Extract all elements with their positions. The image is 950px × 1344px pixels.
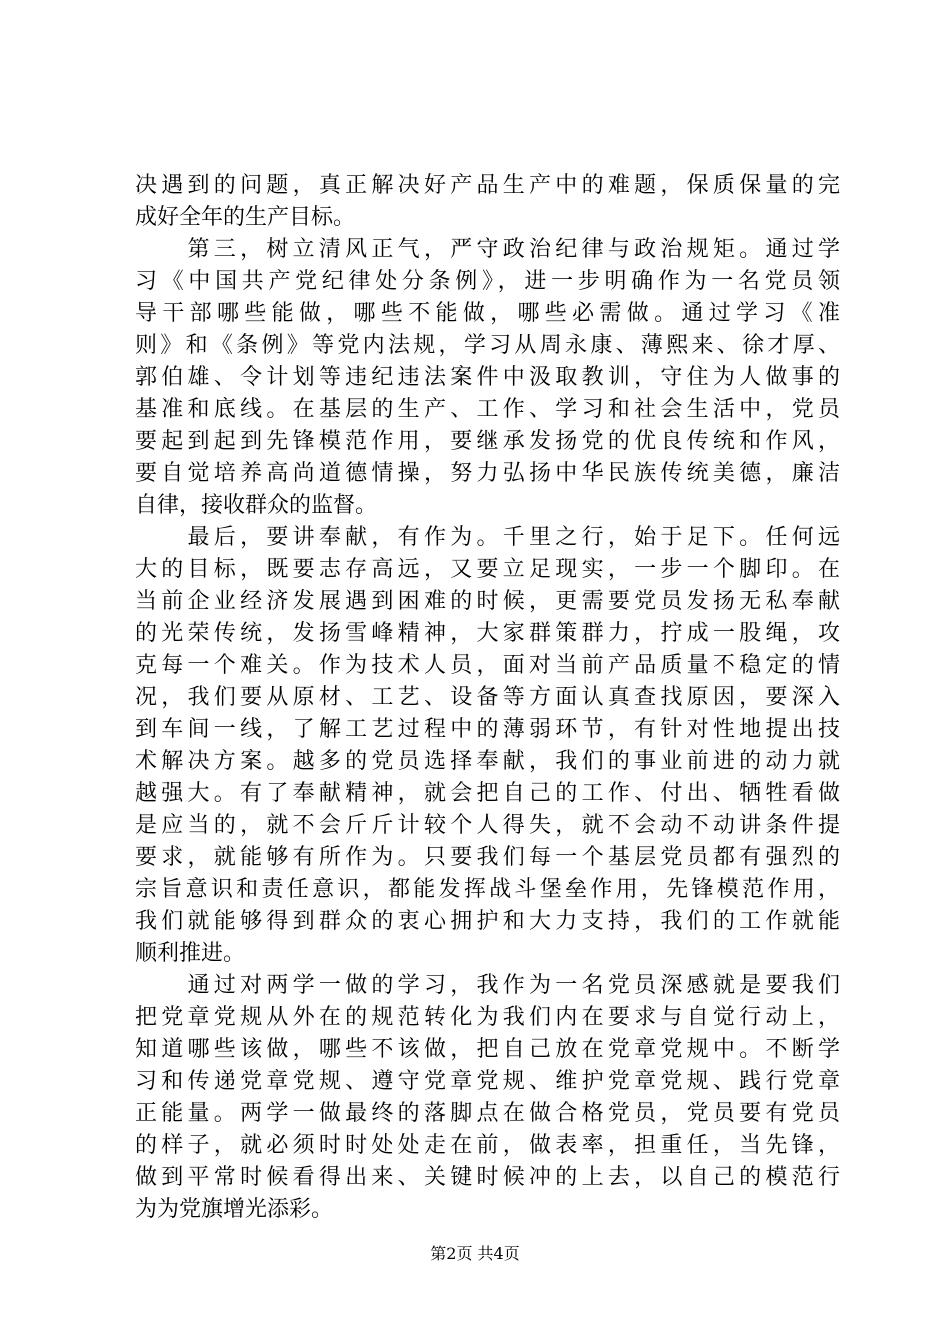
- body-text-line: 自律，接收群众的监督。: [135, 493, 378, 518]
- body-text-line: 到车间一线，了解工艺过程中的薄弱环节，有针对性地提出技: [135, 717, 840, 742]
- body-text-line: 通过对两学一做的学习，我作为一名党员深感就是要我们: [135, 973, 840, 998]
- body-text-line: 越强大。有了奉献精神，就会把自己的工作、付出、牺牲看做: [135, 781, 840, 806]
- body-text-line: 最后，要讲奉献，有作为。千里之行，始于足下。任何远: [135, 525, 840, 550]
- body-text-line: 是应当的，就不会斤斤计较个人得失，就不会动不动讲条件提: [135, 813, 840, 838]
- body-text-line: 决遇到的问题，真正解决好产品生产中的难题，保质保量的完: [135, 173, 840, 198]
- body-text-line: 知道哪些该做，哪些不该做，把自己放在党章党规中。不断学: [135, 1037, 840, 1062]
- body-text-line: 克每一个难关。作为技术人员，面对当前产品质量不稳定的情: [135, 653, 840, 678]
- body-text-line: 宗旨意识和责任意识，都能发挥战斗堡垒作用，先锋模范作用，: [135, 877, 840, 902]
- body-text-line: 郭伯雄、令计划等违纪违法案件中汲取教训，守住为人做事的: [135, 365, 840, 390]
- body-text-line: 成好全年的生产目标。: [135, 205, 356, 230]
- body-text-line: 我们就能够得到群众的衷心拥护和大力支持，我们的工作就能: [135, 909, 840, 934]
- body-text-line: 做到平常时候看得出来、关键时候冲的上去，以自己的模范行: [135, 1165, 840, 1190]
- body-text-line: 为为党旗增光添彩。: [135, 1197, 334, 1222]
- body-text-line: 当前企业经济发展遇到困难的时候，更需要党员发扬无私奉献: [135, 589, 840, 614]
- body-text-line: 要起到起到先锋模范作用，要继承发扬党的优良传统和作风，: [135, 429, 840, 454]
- body-text-line: 基准和底线。在基层的生产、工作、学习和社会生活中，党员: [135, 397, 840, 422]
- body-text-line: 习《中国共产党纪律处分条例》，进一步明确作为一名党员领: [135, 269, 840, 294]
- body-text-line: 术解决方案。越多的党员选择奉献，我们的事业前进的动力就: [135, 749, 840, 774]
- body-text-line: 正能量。两学一做最终的落脚点在做合格党员，党员要有党员: [135, 1101, 840, 1126]
- body-text-line: 导干部哪些能做，哪些不能做，哪些必需做。通过学习《准: [135, 301, 840, 326]
- body-text-line: 况，我们要从原材、工艺、设备等方面认真查找原因，要深入: [135, 685, 840, 710]
- body-text-line: 要求，就能够有所作为。只要我们每一个基层党员都有强烈的: [135, 845, 840, 870]
- body-text-line: 大的目标，既要志存高远，又要立足现实，一步一个脚印。在: [135, 557, 840, 582]
- body-text-line: 习和传递党章党规、遵守党章党规、维护党章党规、践行党章: [135, 1069, 840, 1094]
- page-footer: 第2页 共4页: [430, 1244, 520, 1263]
- body-text-line: 要自觉培养高尚道德情操，努力弘扬中华民族传统美德，廉洁: [135, 461, 840, 486]
- body-text-line: 第三，树立清风正气，严守政治纪律与政治规矩。通过学: [135, 237, 840, 262]
- body-text-line: 把党章党规从外在的规范转化为我们内在要求与自觉行动上，: [135, 1005, 840, 1030]
- body-text-line: 则》和《条例》等党内法规，学习从周永康、薄熙来、徐才厚、: [135, 333, 840, 358]
- document-body: [135, 170, 840, 1226]
- body-text-line: 顺利推进。: [135, 941, 246, 966]
- body-text-line: 的样子，就必须时时处处走在前，做表率，担重任，当先锋，: [135, 1133, 840, 1158]
- body-text-line: 的光荣传统，发扬雪峰精神，大家群策群力，拧成一股绳，攻: [135, 621, 840, 646]
